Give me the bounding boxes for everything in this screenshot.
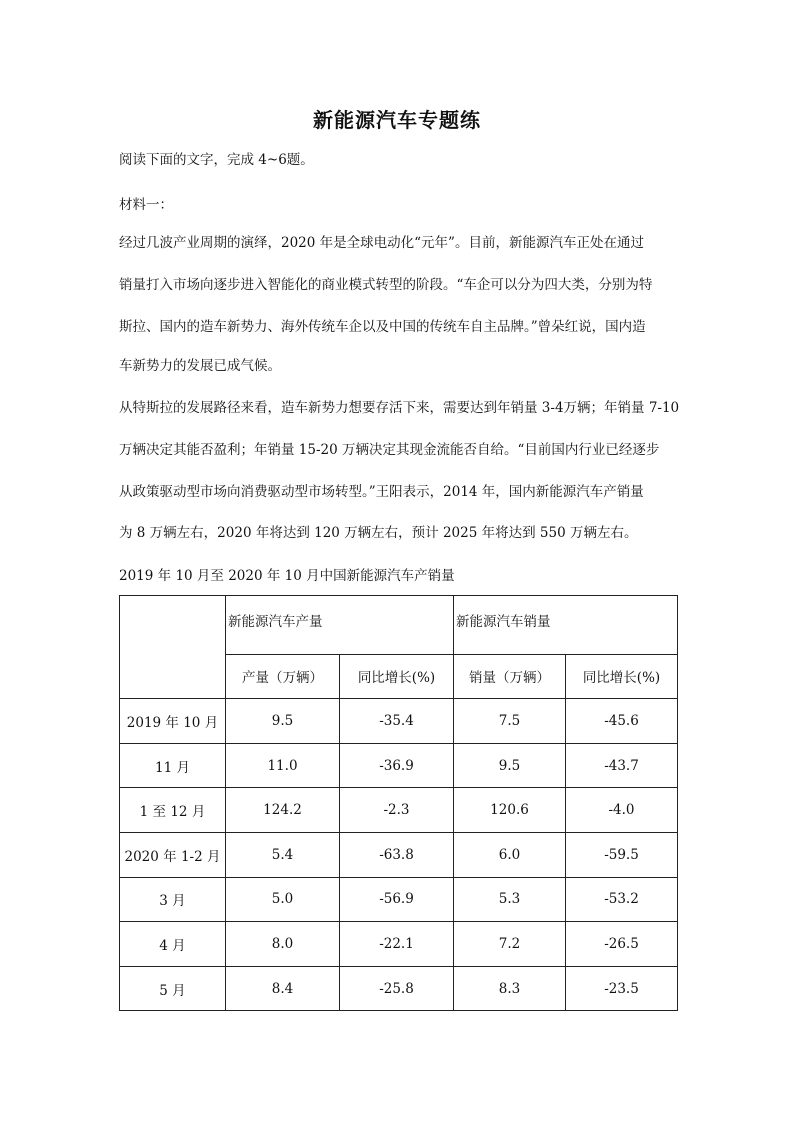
production-growth-cell: -22.1 (340, 922, 454, 967)
production-cell: 5.4 (226, 832, 340, 877)
production-growth-cell: -56.9 (340, 877, 454, 922)
paragraph2-line: 从特斯拉的发展路径来看，造车新势力想要存活下来，需要达到年销量 3-4万辆；年销量 7-10 (119, 400, 680, 416)
production-cell: 124.2 (226, 788, 340, 833)
table-row (120, 743, 678, 788)
production-cell: 8.0 (226, 922, 340, 967)
paragraph1-line: 斯拉、国内的造车新势力、海外传统车企以及中国的传统车自主品牌。”曾朵红说，国内造 (119, 319, 646, 335)
instruction-text: 阅读下面的文字，完成 4~6题。 (119, 152, 314, 168)
period-cell: 4 月 (120, 922, 226, 967)
period-cell: 5 月 (120, 966, 226, 1011)
production-cell: 5.0 (226, 877, 340, 922)
sales-growth-cell: -59.5 (566, 832, 678, 877)
sales-cell: 5.3 (454, 877, 566, 922)
sales-group-header: 新能源汽车销量 (454, 596, 678, 655)
production-growth-header: 同比增长(%) (340, 654, 454, 699)
period-cell: 1 至 12 月 (120, 788, 226, 833)
production-growth-cell: -36.9 (340, 743, 454, 788)
sales-growth-header: 同比增长(%) (566, 654, 678, 699)
paragraph1-line: 经过几波产业周期的演绎，2020 年是全球电动化“元年”。目前，新能源汽车正处在通过 (119, 235, 644, 251)
paragraph2-line: 为 8 万辆左右，2020 年将达到 120 万辆左右，预计 2025 年将达到 550 万辆左右。 (119, 525, 638, 541)
production-cell: 11.0 (226, 743, 340, 788)
table-caption: 2019 年 10 月至 2020 年 10 月中国新能源汽车产销量 (119, 568, 455, 584)
sales-table (119, 595, 678, 1011)
production-group-header: 新能源汽车产量 (226, 596, 454, 655)
page-title: 新能源汽车专题练 (313, 108, 481, 132)
sales-cell: 120.6 (454, 788, 566, 833)
production-growth-cell: -35.4 (340, 699, 454, 744)
sales-growth-cell: -43.7 (566, 743, 678, 788)
sales-cell: 7.5 (454, 699, 566, 744)
production-growth-cell: -63.8 (340, 832, 454, 877)
production-cell: 9.5 (226, 699, 340, 744)
sales-cell: 6.0 (454, 832, 566, 877)
sales-growth-cell: -26.5 (566, 922, 678, 967)
period-cell: 11 月 (120, 743, 226, 788)
sales-growth-cell: -53.2 (566, 877, 678, 922)
period-cell: 3 月 (120, 877, 226, 922)
table-group-header-row (120, 596, 678, 655)
production-cell: 8.4 (226, 966, 340, 1011)
period-cell: 2020 年 1-2 月 (120, 832, 226, 877)
production-header: 产量（万辆） (226, 654, 340, 699)
sales-cell: 9.5 (454, 743, 566, 788)
sales-cell: 7.2 (454, 922, 566, 967)
sales-growth-cell: -45.6 (566, 699, 678, 744)
table-row (120, 788, 678, 833)
sales-header: 销量（万辆） (454, 654, 566, 699)
table-row (120, 922, 678, 967)
table-row (120, 832, 678, 877)
paragraph2-line: 万辆决定其能否盈利；年销量 15-20 万辆决定其现金流能否自给。“目前国内行业已经逐步 (119, 442, 660, 458)
table-corner-cell (120, 596, 226, 699)
production-growth-cell: -2.3 (340, 788, 454, 833)
paragraph2-line: 从政策驱动型市场向消费驱动型市场转型。”王阳表示，2014 年，国内新能源汽车产销量 (119, 484, 644, 500)
material-label: 材料一： (119, 197, 173, 213)
sales-growth-cell: -23.5 (566, 966, 678, 1011)
table-row (120, 877, 678, 922)
sales-cell: 8.3 (454, 966, 566, 1011)
period-cell: 2019 年 10 月 (120, 699, 226, 744)
production-growth-cell: -25.8 (340, 966, 454, 1011)
paragraph1-line: 销量打入市场向逐步进入智能化的商业模式转型的阶段。“车企可以分为四大类，分别为特 (119, 277, 653, 293)
paragraph1-line: 车新势力的发展已成气候。 (119, 358, 281, 374)
sales-growth-cell: -4.0 (566, 788, 678, 833)
table-row (120, 966, 678, 1011)
table-row (120, 699, 678, 744)
